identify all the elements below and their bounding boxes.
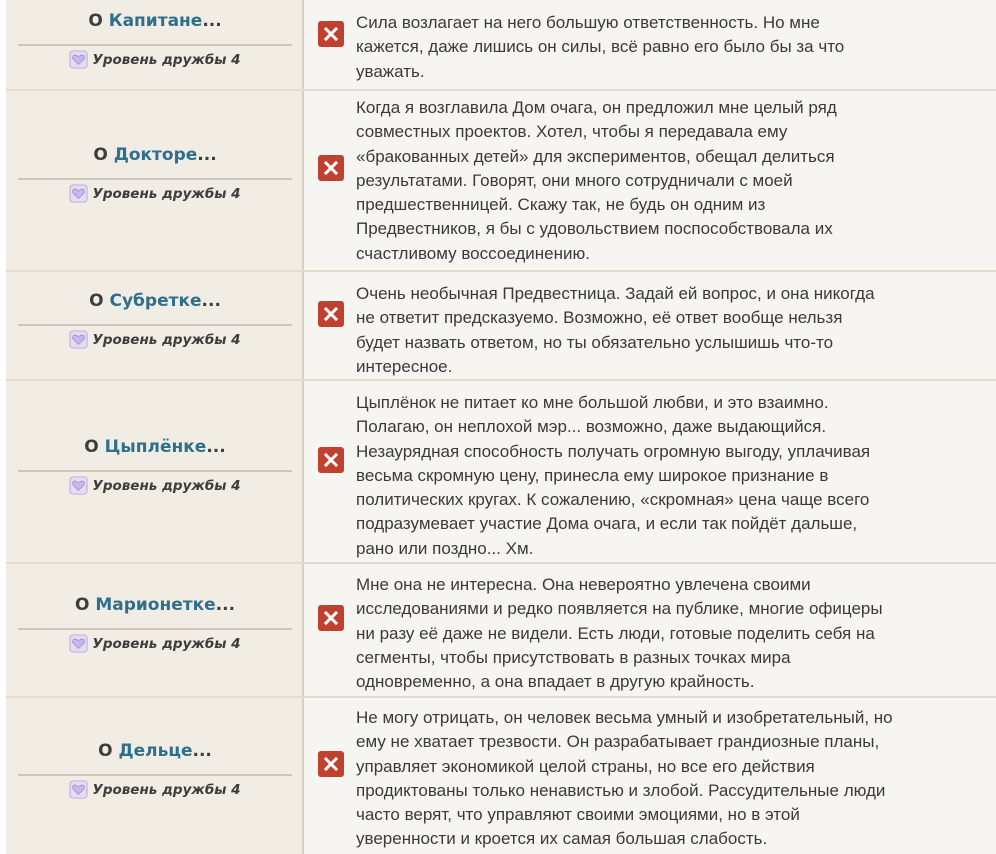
title-ellipsis: ... — [202, 11, 222, 31]
header-divider — [18, 178, 292, 180]
title-ellipsis: ... — [206, 437, 226, 457]
friendship-heart-icon — [69, 780, 88, 799]
friendship-requirement — [18, 476, 292, 495]
voice-line-subject-link[interactable]: Дельце — [118, 741, 193, 761]
title-prefix: О — [74, 595, 96, 615]
voice-line-content-cell — [304, 91, 996, 270]
title-ellipsis: ... — [201, 291, 221, 311]
friendship-label: Уровень дружбы 4 — [92, 477, 241, 494]
friendship-requirement — [18, 330, 292, 349]
close-x-icon — [324, 453, 338, 467]
voice-line-title — [18, 145, 292, 165]
voice-line-header-cell — [6, 91, 304, 270]
friendship-heart-icon — [69, 476, 88, 495]
voice-line-row — [6, 272, 996, 381]
status-icon — [318, 301, 344, 327]
voice-line-content-cell — [304, 564, 996, 696]
header-divider — [18, 628, 292, 630]
voice-line-text: Цыплёнок не питает ко мне большой любви, и это взаимно. Полагаю, он неплохой мэр... возможно, даже выдающийся. Незаурядная способность получать огромную выгоду, уплачивая весьма скромную цену, принесла ему широкое признание в политических кругах. К сожалению, «скромная» цена чаще всего подразумевает участие Дома очага, и если так пойдёт дальше, рано или поздно... Хм. — [356, 393, 871, 558]
close-x-icon — [324, 611, 338, 625]
voice-line-row — [6, 91, 996, 272]
voice-line-text: Сила возлагает на него большую ответственность. Но мне кажется, даже лишись он силы, всё равно его было бы за что уважать. — [356, 13, 845, 81]
voice-line-header-cell — [6, 564, 304, 696]
title-ellipsis: ... — [197, 145, 217, 165]
voice-line-text: Не могу отрицать, он человек весьма умный и изобретательный, но ему не хватает трезвости. Он разрабатывает грандиозные планы, управляет экономикой целой страны, но все его действия продиктованы только ненавистью и злобой. Рассудительные люди часто верят, что управляют своими эмоциями, но в этой уверенности и кроется их самая большая слабость. — [356, 708, 893, 849]
voice-line-title — [18, 291, 292, 311]
status-icon — [318, 21, 344, 47]
voice-line-content-cell — [304, 272, 996, 379]
close-x-icon — [324, 757, 338, 771]
voice-line-text: Когда я возглавила Дом очага, он предложил мне целый ряд совместных проектов. Хотел, чтобы я передавала ему «бракованных детей» для экспериментов, обещал делиться результатами. Говорят, они много сотрудничали с моей предшественницей. Скажу так, не будь он одним из Предвестников, я бы с удовольствием поспособствовала их счастливому воссоединению. — [356, 98, 837, 263]
close-x-icon — [324, 27, 338, 41]
status-icon — [318, 447, 344, 473]
friendship-label: Уровень дружбы 4 — [92, 331, 241, 348]
header-divider — [18, 774, 292, 776]
voice-line-title — [18, 11, 292, 31]
friendship-requirement — [18, 634, 292, 653]
friendship-heart-icon — [69, 330, 88, 349]
title-prefix: О — [98, 741, 119, 761]
voice-line-header-cell — [6, 272, 304, 379]
voice-line-title — [18, 741, 292, 761]
title-prefix: О — [93, 145, 114, 165]
friendship-heart-icon — [69, 634, 88, 653]
voice-line-row — [6, 698, 996, 854]
friendship-requirement — [18, 184, 292, 203]
voice-line-subject-link[interactable]: Докторе — [113, 145, 198, 165]
voice-line-row — [6, 0, 996, 91]
friendship-heart-icon — [69, 184, 88, 203]
status-icon — [318, 751, 344, 777]
title-ellipsis: ... — [215, 595, 236, 615]
title-prefix: О — [84, 437, 105, 457]
friendship-label: Уровень дружбы 4 — [92, 185, 241, 202]
title-prefix: О — [88, 11, 109, 31]
voice-line-title — [18, 437, 292, 457]
voice-line-subject-link[interactable]: Капитане — [108, 11, 203, 31]
status-icon — [318, 605, 344, 631]
voice-line-content-cell — [304, 381, 996, 562]
voice-line-header-cell — [6, 381, 304, 562]
header-divider — [18, 324, 292, 326]
voice-line-content-cell — [304, 698, 996, 854]
friendship-label: Уровень дружбы 4 — [92, 781, 241, 798]
voice-line-text: Очень необычная Предвестница. Задай ей вопрос, и она никогда не ответит предсказуемо. Возможно, её ответ вообще нельзя будет назвать ответом, но ты обязательно услышишь что-то интересное. — [356, 284, 875, 376]
friendship-heart-icon — [69, 50, 88, 69]
title-ellipsis: ... — [192, 741, 212, 761]
friendship-requirement — [18, 780, 292, 799]
header-divider — [18, 44, 292, 46]
close-x-icon — [324, 307, 338, 321]
voice-line-text: Мне она не интересна. Она невероятно увлечена своими исследованиями и редко появляется на публике, многие офицеры ни разу её даже не видели. Есть люди, готовые поделить себя на сегменты, чтобы присутствовать в разных точках мира одновременно, а она впадает в другую крайность. — [356, 575, 883, 692]
header-divider — [18, 470, 292, 472]
voice-line-row — [6, 381, 996, 564]
voice-line-row — [6, 564, 996, 698]
friendship-requirement — [18, 50, 292, 69]
voice-line-subject-link[interactable]: Субретке — [109, 291, 202, 311]
voice-line-subject-link[interactable]: Цыплёнке — [104, 437, 207, 457]
friendship-label: Уровень дружбы 4 — [92, 635, 241, 652]
close-x-icon — [324, 161, 338, 175]
title-prefix: О — [89, 291, 110, 311]
voice-line-subject-link[interactable]: Марионетке — [95, 595, 216, 615]
voice-line-header-cell — [6, 698, 304, 854]
voice-line-content-cell — [304, 0, 996, 89]
voice-line-title — [18, 595, 292, 615]
friendship-label: Уровень дружбы 4 — [92, 51, 241, 68]
status-icon — [318, 155, 344, 181]
voice-line-header-cell — [6, 0, 304, 89]
